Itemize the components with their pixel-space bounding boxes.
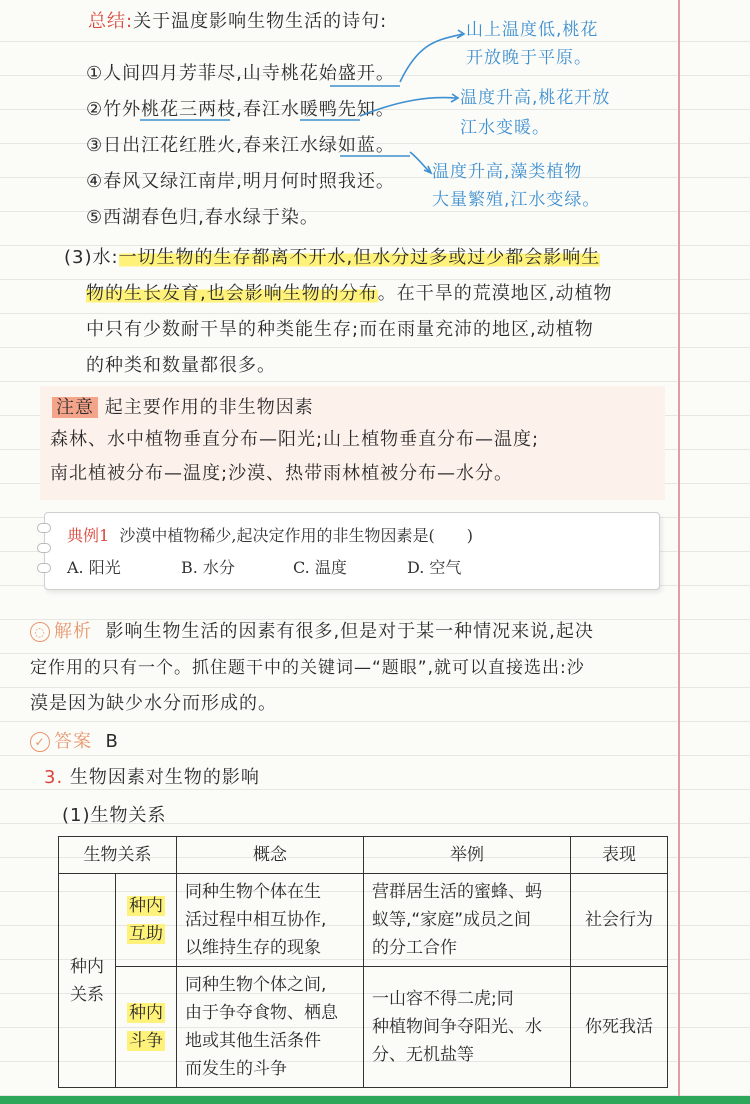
example-cell <box>364 874 571 967</box>
example-question-line <box>67 523 473 546</box>
concept-line: 由于争夺食物、栖息 <box>185 1003 338 1023</box>
example-question: 沙漠中植物稀少,起决定作用的非生物因素是( ) <box>119 526 473 545</box>
show-cell: 社会行为 <box>571 874 668 967</box>
concept-line: 地或其他生活条件 <box>185 1031 321 1051</box>
example-line: 营群居生活的蜜蜂、蚂 <box>372 882 542 902</box>
water-line-2-rest: 。在干旱的荒漠地区,动植物 <box>377 283 613 304</box>
answer-value: B <box>105 731 119 752</box>
poem-4: ④春风又绿江南岸,明月何时照我还。 <box>86 171 395 192</box>
example-line: 一山容不得二虎;同 <box>372 989 514 1009</box>
binder-ring <box>37 523 51 533</box>
check-icon: ✓ <box>30 732 50 752</box>
arrow-1 <box>400 34 462 82</box>
section-3-heading <box>44 766 260 790</box>
example-line: 的分工合作 <box>372 938 457 958</box>
analysis-line-2: 定作用的只有一个。抓住题干中的关键词—“题眼”,就可以直接选出:沙 <box>30 658 585 678</box>
side-note-1b: 开放晚于平原。 <box>466 48 592 68</box>
table-row <box>59 967 668 1088</box>
note-line-1: 森林、水中植物垂直分布—阳光;山上植物垂直分布—温度; <box>50 429 540 450</box>
section-3-number: 3. <box>44 767 64 788</box>
example-line: 分、无机盐等 <box>372 1045 474 1065</box>
section-3-sub: (1)生物关系 <box>62 805 167 826</box>
arrow-3 <box>410 152 430 172</box>
example-box <box>44 512 660 590</box>
annotation-arrows <box>0 0 750 260</box>
show-cell: 你死我活 <box>571 967 668 1088</box>
example-line: 蚁等,“家庭”成员之间 <box>372 910 532 930</box>
side-note-2a: 温度升高,桃花开放 <box>460 88 611 108</box>
example-tag: 典例1 <box>67 526 110 545</box>
water-label: (3)水: <box>64 247 119 268</box>
example-line: 种植物间争夺阳光、水 <box>372 1017 542 1037</box>
concept-line: 以维持生存的现象 <box>185 938 321 958</box>
side-note-3a: 温度升高,藻类植物 <box>432 162 583 182</box>
analysis-line-3: 漠是因为缺少水分而形成的。 <box>30 693 277 714</box>
side-note-1a: 山上温度低,桃花 <box>466 20 599 40</box>
side-note-3b: 大量繁殖,江水变绿。 <box>432 190 601 210</box>
option-a: A. 阳光 <box>67 558 121 577</box>
water-line-1 <box>64 246 600 270</box>
note-title-text: 起主要作用的非生物因素 <box>104 397 314 418</box>
concept-line: 活过程中相互协作, <box>185 910 327 930</box>
side-note-2b: 江水变暖。 <box>460 118 550 138</box>
water-line-2 <box>86 282 612 306</box>
water-line-4: 的种类和数量都很多。 <box>86 355 276 376</box>
binder-ring <box>37 563 51 573</box>
concept-line: 同种生物个体在生 <box>185 882 321 902</box>
poem-2: ②竹外桃花三两枝,春江水暖鸭先知。 <box>86 99 395 120</box>
group-label-2: 关系 <box>70 984 104 1005</box>
header-relation: 生物关系 <box>59 837 177 874</box>
table-header-row <box>59 837 668 874</box>
type-label-1: 种内 <box>129 1003 163 1023</box>
analysis-line-1 <box>30 620 594 644</box>
analysis-label: 解析 <box>54 621 92 642</box>
concept-cell <box>177 967 364 1088</box>
option-b: B. 水分 <box>181 558 235 577</box>
concept-line: 同种生物个体之间, <box>185 975 327 995</box>
type-label-2: 互助 <box>129 924 163 944</box>
answer-line <box>30 730 119 754</box>
answer-label: 答案 <box>54 731 92 752</box>
option-c: C. 温度 <box>293 558 347 577</box>
poem-1: ①人间四月芳菲尽,山寺桃花始盛开。 <box>86 63 395 84</box>
water-highlight-1: 一切生物的生存都离不开水,但水分过多或过少都会影响生 <box>118 247 601 268</box>
lightbulb-icon: ◌ <box>30 622 50 642</box>
binder-ring <box>37 543 51 553</box>
note-line-2: 南北植被分布—温度;沙漠、热带雨林植被分布—水分。 <box>50 463 514 484</box>
summary-title-red: 总结: <box>88 11 134 32</box>
note-title <box>52 396 314 420</box>
concept-cell <box>177 874 364 967</box>
type-cell <box>116 967 177 1088</box>
bottom-bar <box>0 1096 750 1104</box>
type-cell <box>116 874 177 967</box>
header-example: 举例 <box>364 837 571 874</box>
water-line-3: 中只有少数耐干旱的种类能生存;而在雨量充沛的地区,动植物 <box>86 319 594 340</box>
poem-3: ③日出江花红胜火,春来江水绿如蓝。 <box>86 135 395 156</box>
concept-line: 而发生的斗争 <box>185 1059 287 1079</box>
option-d: D. 空气 <box>407 558 462 577</box>
header-show: 表现 <box>571 837 668 874</box>
water-highlight-2: 物的生长发育,也会影响生物的分布 <box>86 283 378 304</box>
section-3-title: 生物因素对生物的影响 <box>69 767 260 788</box>
group-cell <box>59 874 116 1088</box>
type-label-1: 种内 <box>129 896 163 916</box>
header-concept: 概念 <box>177 837 364 874</box>
relation-table <box>58 836 668 1088</box>
example-cell <box>364 967 571 1088</box>
arrow-2 <box>360 98 456 116</box>
type-label-2: 斗争 <box>129 1031 163 1051</box>
group-label-1: 种内 <box>70 956 104 977</box>
note-tag: 注意 <box>52 397 98 418</box>
analysis-text-1: 影响生物生活的因素有很多,但是对于某一种情况来说,起决 <box>105 621 594 642</box>
summary-title-text: 关于温度影响生物生活的诗句: <box>133 11 388 32</box>
poem-5: ⑤西湖春色归,春水绿于染。 <box>86 207 319 228</box>
table-row <box>59 874 668 967</box>
